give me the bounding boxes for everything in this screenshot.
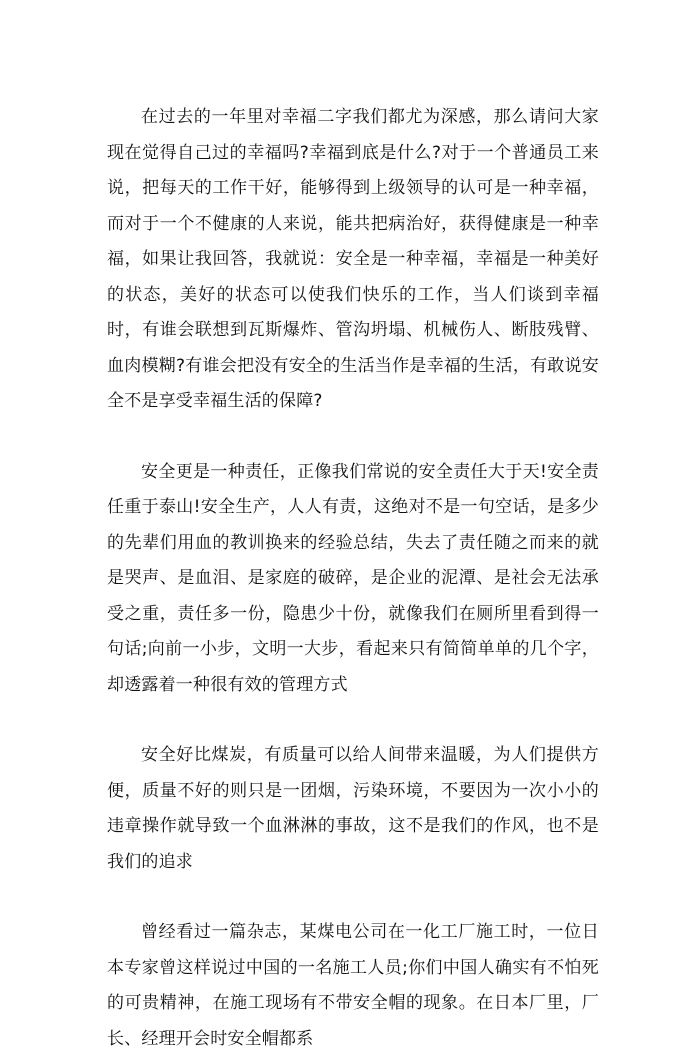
document-body — [107, 100, 599, 1057]
paragraph-magazine-story: 曾经看过一篇杂志，某煤电公司在一化工厂施工时，一位日本专家曾这样说过中国的一名施工人员;你们中国人确实有不怕死的可贵精神，在施工现场有不带安全帽的现象。在日本厂里，厂长、经理开会时安全帽都系 — [107, 922, 599, 1049]
paragraph-coal-analogy: 安全好比煤炭，有质量可以给人间带来温暖，为人们提供方便，质量不好的则只是一团烟，污染环境，不要因为一次小小的违章操作就导致一个血淋淋的事故，这不是我们的作风，也不是我们的追求 — [107, 745, 599, 872]
paragraph-responsibility: 安全更是一种责任，正像我们常说的安全责任大于天!安全责任重于泰山!安全生产，人人有责，这绝对不是一句空话，是多少的先辈们用血的教训换来的经验总结，失去了责任随之而来的就是哭声、是血泪、是家庭的破碎，是企业的泥潭、是社会无法承受之重，责任多一份，隐患少十份，就像我们在厕所里看到得一句话;向前一小步，文明一大步，看起来只有简简单单的几个字，却透露着一种很有效的管理方式 — [107, 461, 599, 695]
paragraph-happiness: 在过去的一年里对幸福二字我们都尤为深感，那么请问大家现在觉得自己过的幸福吗?幸福到底是什么?对于一个普通员工来说，把每天的工作干好，能够得到上级领导的认可是一种幸福，而对于一个不健康的人来说，能共把病治好，获得健康是一种幸福，如果让我回答，我就说：安全是一种幸福，幸福是一种美好的状态，美好的状态可以使我们快乐的工作，当人们谈到幸福时，有谁会联想到瓦斯爆炸、管沟坍塌、机械伤人、断肢残臂、血肉模糊?有谁会把没有安全的生活当作是幸福的生活，有敢说安全不是享受幸福生活的保障? — [107, 107, 599, 411]
